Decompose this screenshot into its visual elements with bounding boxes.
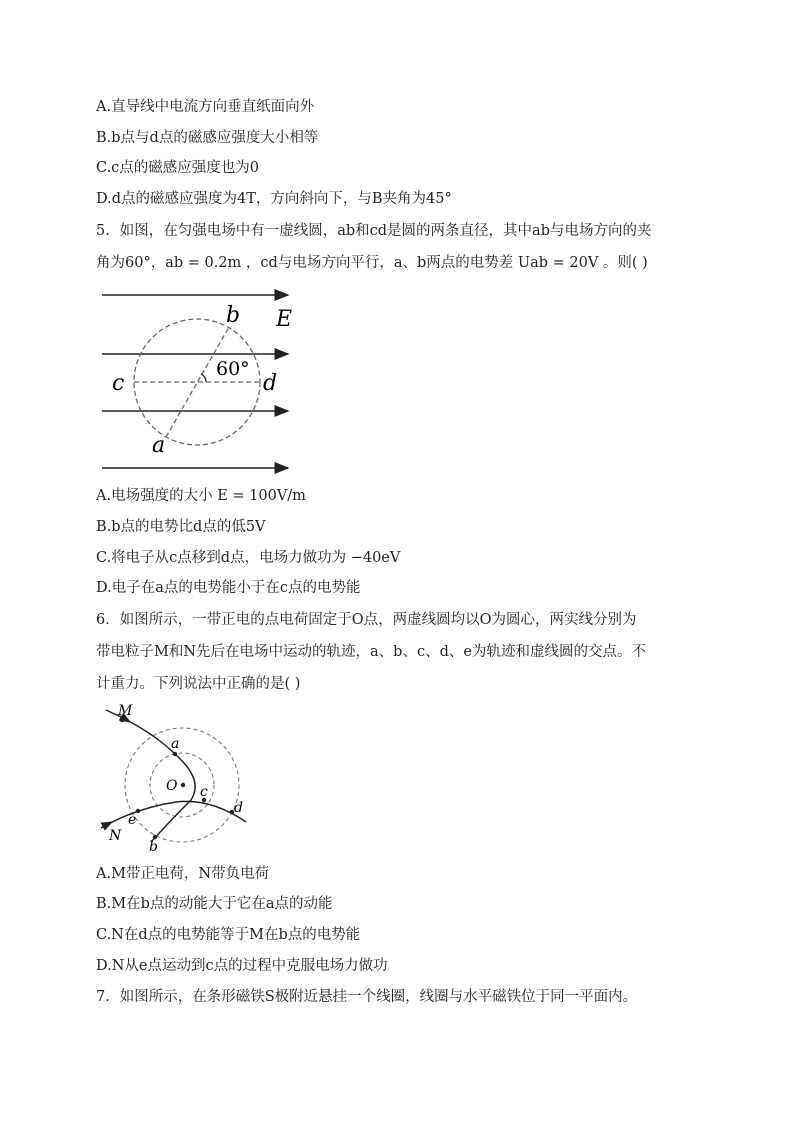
q5-stem-line2: 角为60°，ab = 0.2m ，cd与电场方向平行，a、b两点的电势差 Uab = 20V 。则( ) xyxy=(96,255,648,271)
label-a: a xyxy=(171,736,180,752)
label-N: N xyxy=(109,828,122,844)
label-c: c xyxy=(200,784,208,800)
q5-option-c: C.将电子从c点移到d点，电场力做功为 −40eV xyxy=(96,550,401,566)
trajectory-M xyxy=(106,710,195,842)
label-a: a xyxy=(152,433,166,458)
q4-option-a: A.直导线中电流方向垂直纸面向外 xyxy=(96,99,315,115)
q5-option-d: D.电子在a点的电势能小于在c点的电势能 xyxy=(96,580,361,596)
q6-figure xyxy=(96,700,256,855)
q5-stem-line1: 5．如图，在匀强电场中有一虚线圆，ab和cd是圆的两条直径，其中ab与电场方向的夹 xyxy=(96,223,652,239)
q4-option-c: C.c点的磁感应强度也为0 xyxy=(96,160,260,176)
q6-stem-line3: 计重力。下列说法中正确的是( ) xyxy=(96,676,301,692)
label-b: b xyxy=(149,839,158,855)
q6-option-a: A.M带正电荷，N带负电荷 xyxy=(96,866,270,882)
q6-option-d: D.N从e点运动到c点的过程中克服电场力做功 xyxy=(96,958,388,974)
q5-option-b: B.b点的电势比d点的低5V xyxy=(96,519,266,535)
q6-stem-line1: 6．如图所示，一带正电的点电荷固定于O点，两虚线圆均以O为圆心，两实线分别为 xyxy=(96,612,637,628)
angle-label: 60° xyxy=(216,358,250,380)
label-c: c xyxy=(112,371,125,396)
point-e xyxy=(136,809,140,813)
label-M: M xyxy=(118,703,133,719)
label-E: E xyxy=(276,307,293,332)
q5-option-a: A.电场强度的大小 E = 100V/m xyxy=(96,488,306,504)
label-d: d xyxy=(263,371,278,396)
label-e: e xyxy=(128,812,137,828)
label-d: d xyxy=(234,800,243,816)
label-O: O xyxy=(166,778,178,794)
angle-arc xyxy=(201,374,206,382)
point-a xyxy=(173,752,177,756)
point-O xyxy=(181,783,185,787)
label-b: b xyxy=(226,303,241,328)
q7-stem-line1: 7．如图所示，在条形磁铁S极附近悬挂一个线圈，线圈与水平磁铁位于同一平面内。 xyxy=(96,989,638,1005)
q6-option-c: C.N在d点的电势能等于M在b点的电势能 xyxy=(96,927,361,943)
q6-stem-line2: 带电粒子M和N先后在电场中运动的轨迹，a、b、c、d、e为轨迹和虚线圆的交点。不 xyxy=(96,644,646,660)
q4-option-b: B.b点与d点的磁感应强度大小相等 xyxy=(96,130,319,146)
q6-option-b: B.M在b点的动能大于它在a点的动能 xyxy=(96,896,333,912)
q4-option-d: D.d点的磁感应强度为4T，方向斜向下，与B夹角为45° xyxy=(96,191,452,207)
q5-figure xyxy=(96,282,306,478)
